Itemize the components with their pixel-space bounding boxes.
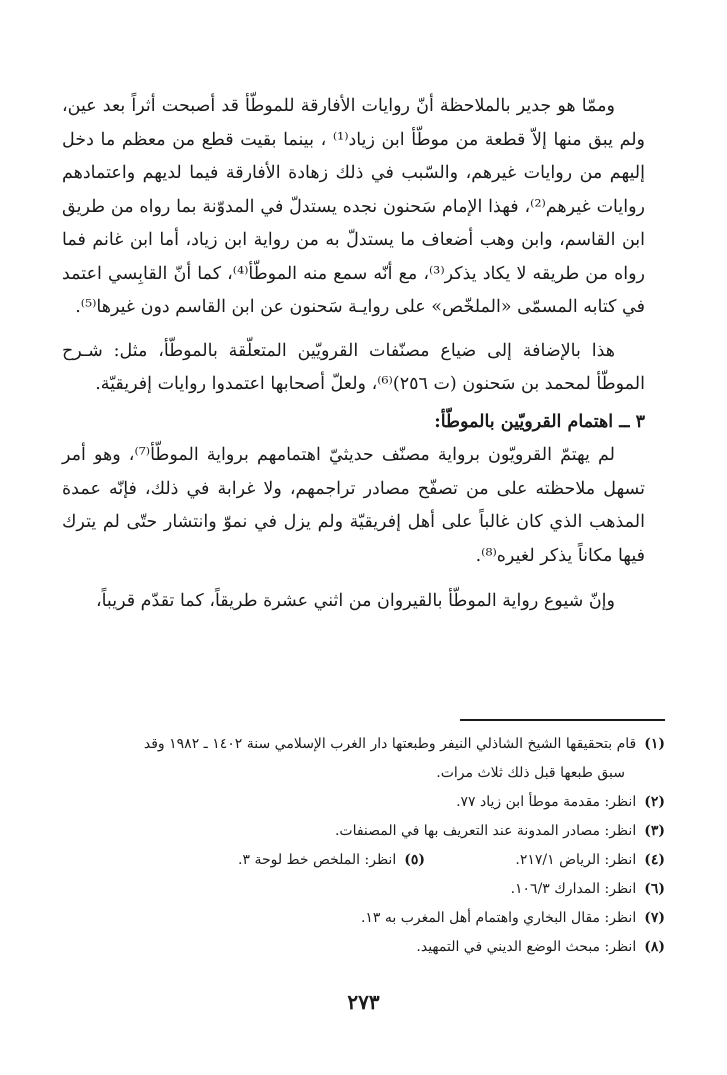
paragraph-4: وإنّ شيوع رواية الموطّأ بالقيروان من اثني عشرة طريقاً، كما تقدّم قريباً، — [95, 591, 615, 611]
page-number: ٢٧٣ — [347, 990, 380, 1014]
paragraph-1: وممّا هو جدير بالملاحظة أنّ روايات الأفارقة للموطّأ قد أصبحت أثراً بعد عين، ولم يبق منها إلاّ قطعة من موطّأ ابن زياد⁽¹⁾ ، بينما بقيت قطع من معظم ما دخل إليهم من روايات غيرهم، والسّبب في ذلك زهادة الأفارقة فيما لديهم واعتمادهم روايات غيرهم⁽²⁾، فهذا الإمام سَحنون نجده يستدلّ في المدوّنة بما رواه من طريق ابن القاسم، وابن وهب أضعاف ما يستدلّ به من رواية ابن زياد، أما ابن غانم فما رواه من طريقه لا يكاد يذكر⁽³⁾، مع أنّه سمع منه الموطّأ⁽⁴⁾، كما أنّ القابِسي اعتمد في كتابه المسمّى «الملخّص» على روايـة سَحنون عن ابن القاسم دون غيرها⁽⁵⁾. — [62, 96, 646, 317]
footnote-1 — [62, 730, 665, 759]
footnote-2 — [62, 788, 665, 817]
footnote-text: انظر: مبحث الوضع الديني في التمهيد. — [416, 939, 637, 955]
footnote-text: انظر: المدارك ١٠٦/٣. — [510, 881, 637, 897]
footnote-text: انظر: مقدمة موطأ ابن زياد ٧٧. — [456, 794, 637, 810]
footnote-7 — [62, 904, 665, 933]
footnote-number: (٢) — [644, 794, 665, 810]
footnote-4 — [425, 846, 665, 875]
footnote-number: (٣) — [644, 823, 665, 839]
footnote-text: انظر: مقال البخاري واهتمام أهل المغرب به ١٣. — [360, 910, 637, 926]
footnote-number: (٨) — [644, 939, 665, 955]
footnote-3 — [62, 817, 665, 846]
footnote-text: انظر: مصادر المدونة عند التعريف بها في المصنفات. — [334, 823, 637, 839]
footnote-5 — [238, 846, 425, 875]
footnote-1-continuation: سبق طبعها قبل ذلك ثلاث مرات. — [436, 765, 625, 781]
footnote-number: (٦) — [644, 881, 665, 897]
footnote-text: انظر: الملخص خط لوحة ٣. — [238, 852, 397, 868]
footnote-number: (١) — [644, 736, 665, 752]
footnote-text: قام بتحقيقها الشيخ الشاذلي النيفر وطبعتها دار الغرب الإسلامي سنة ١٤٠٢ ـ ١٩٨٢ وقد — [143, 736, 637, 752]
footnote-divider — [460, 719, 665, 721]
main-text — [62, 90, 645, 619]
footnote-6 — [62, 875, 665, 904]
footnote-number: (٥) — [404, 852, 425, 868]
section-heading: ٣ ــ اهتمام القرويّين بالموطّأ: — [434, 411, 645, 432]
footnote-pair-4-5 — [62, 846, 665, 875]
footnote-number: (٧) — [644, 910, 665, 926]
paragraph-3: لم يهتمّ القرويّون برواية مصنّف حديثيّ اهتمامهم برواية الموطّأ⁽⁷⁾، وهو أمر تسهل ملاحظته على من تصفّح مصادر تراجمهم، ولا غرابة في ذلك، فإنّه عمدة المذهب الذي كان غالباً على أهل إفريقيّة ولم يزل في نموّ وانتشار حتّى لم يترك فيها مكاناً يذكر لغيره⁽⁸⁾. — [62, 445, 645, 566]
footnote-number: (٤) — [644, 852, 665, 868]
footnote-8 — [62, 933, 665, 962]
paragraph-2: هذا بالإضافة إلى ضياع مصنّفات القرويّين المتعلّقة بالموطّأ، مثل: شـرح الموطّأ لمحمد بن سَحنون (ت ٢٥٦)⁽⁶⁾، ولعلّ أصحابها اعتمدوا روايات إفريقيّة. — [62, 340, 645, 394]
footnote-text: انظر: الرياض ٢١٧/١. — [515, 852, 637, 868]
footnotes — [62, 730, 665, 962]
